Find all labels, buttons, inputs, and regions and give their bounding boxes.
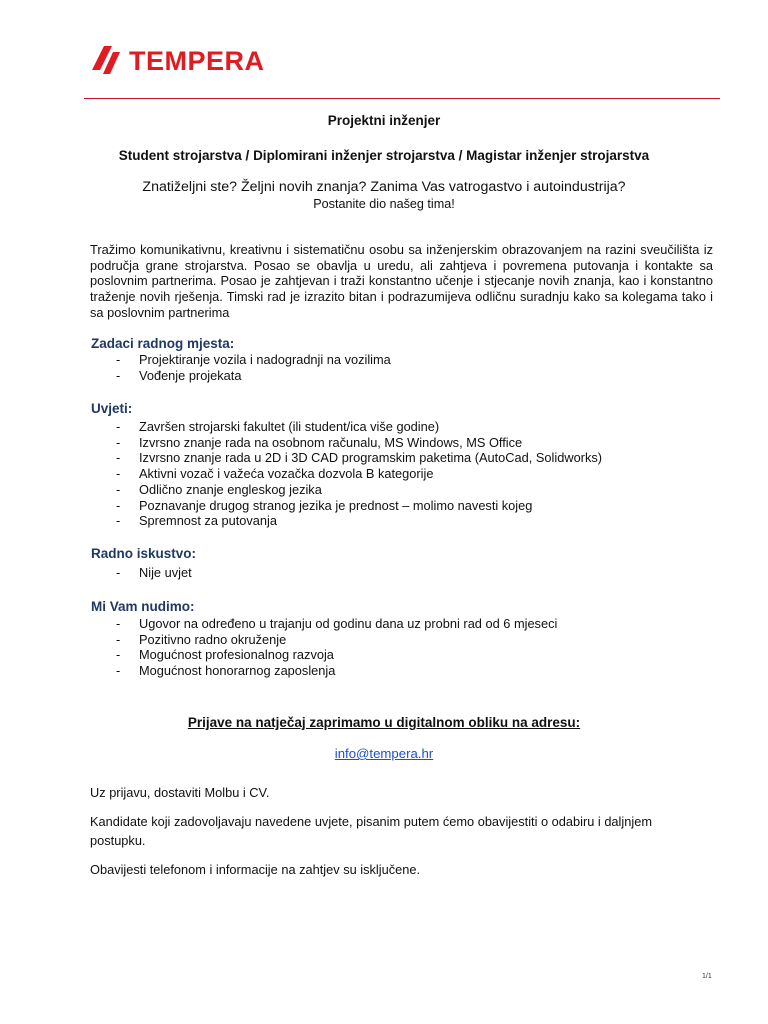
list-item: - Ugovor na određeno u trajanju od godinu dana uz probni rad od 6 mjeseci xyxy=(0,616,557,632)
iskustvo-list xyxy=(0,565,192,581)
list-item: - Vođenje projekata xyxy=(0,368,391,384)
uvjeti-list xyxy=(0,419,602,529)
list-item: - Projektiranje vozila i nadogradnji na vozilima xyxy=(0,352,391,368)
job-description: Tražimo komunikativnu, kreativnu i sistematičnu osobu sa inženjerskim obrazovanjem na razini sveučilišta iz područja grane strojarstva. Posao se obavlja u uredu, ali zahtjeva i povremena putovanja i kontakte sa poslovnim partnerima. Posao je zahtjevan i traži konstantno učenje i stjecanje novih znanja, kao i konstantno traženje novih rješenja. Timski rad je izrazito bitan i podrazumijeva odličnu suradnju kako sa kolegama tako i sa poslovnim partnerima xyxy=(90,242,713,320)
list-item: - Aktivni vozač i važeća vozačka dozvola B kategorije xyxy=(0,466,602,482)
application-note-2: Kandidate koji zadovoljavaju navedene uvjete, pisanim putem ćemo obavijestiti o odabiru i daljnjem postupku. xyxy=(90,814,652,848)
list-item: - Odlično znanje engleskog jezika xyxy=(0,482,602,498)
header-rule xyxy=(84,98,720,99)
list-item: - Pozitivno radno okruženje xyxy=(0,632,557,648)
tempera-logo xyxy=(92,44,265,78)
nudimo-list xyxy=(0,616,557,679)
page-number: 1/1 xyxy=(702,973,712,980)
application-note-3: Obavijesti telefonom i informacije na zahtjev su isključene. xyxy=(90,862,421,877)
list-item: - Izvrsno znanje rada u 2D i 3D CAD programskim paketima (AutoCad, Solidworks) xyxy=(0,450,602,466)
job-title: Projektni inženjer xyxy=(327,113,441,128)
email-link[interactable]: info@tempera.hr xyxy=(334,746,434,761)
nudimo-heading: Mi Vam nudimo: xyxy=(91,599,195,614)
email-line xyxy=(0,746,768,761)
zadaci-list xyxy=(0,352,391,383)
list-item: - Poznavanje drugog stranog jezika je prednost – molimo navesti kojeg xyxy=(0,498,602,514)
job-subtitle: Student strojarstva / Diplomirani inženjer strojarstva / Magistar inženjer strojarstva xyxy=(118,148,650,163)
iskustvo-heading: Radno iskustvo: xyxy=(91,546,197,561)
zadaci-heading: Zadaci radnog mjesta: xyxy=(91,336,235,351)
list-item: - Izvrsno znanje rada na osobnom računalu, MS Windows, MS Office xyxy=(0,435,602,451)
list-item: - Mogućnost profesionalnog razvoja xyxy=(0,647,557,663)
uvjeti-heading: Uvjeti: xyxy=(91,401,133,416)
tempera-flame-icon xyxy=(92,44,126,78)
intro-line-1: Znatiželjni ste? Željni novih znanja? Zanima Vas vatrogastvo i autoindustrija? xyxy=(142,179,626,195)
application-note-1: Uz prijavu, dostaviti Molbu i CV. xyxy=(90,785,270,800)
application-heading: Prijave na natječaj zaprimamo u digitalnom obliku na adresu: xyxy=(187,715,581,730)
list-item: - Završen strojarski fakultet (ili student/ica više godine) xyxy=(0,419,602,435)
intro-line-2: Postanite dio našeg tima! xyxy=(313,197,455,211)
list-item: - Spremnost za putovanja xyxy=(0,513,602,529)
logo-text: TEMPERA xyxy=(129,45,265,76)
list-item: - Nije uvjet xyxy=(0,565,192,581)
list-item: - Mogućnost honorarnog zaposlenja xyxy=(0,663,557,679)
